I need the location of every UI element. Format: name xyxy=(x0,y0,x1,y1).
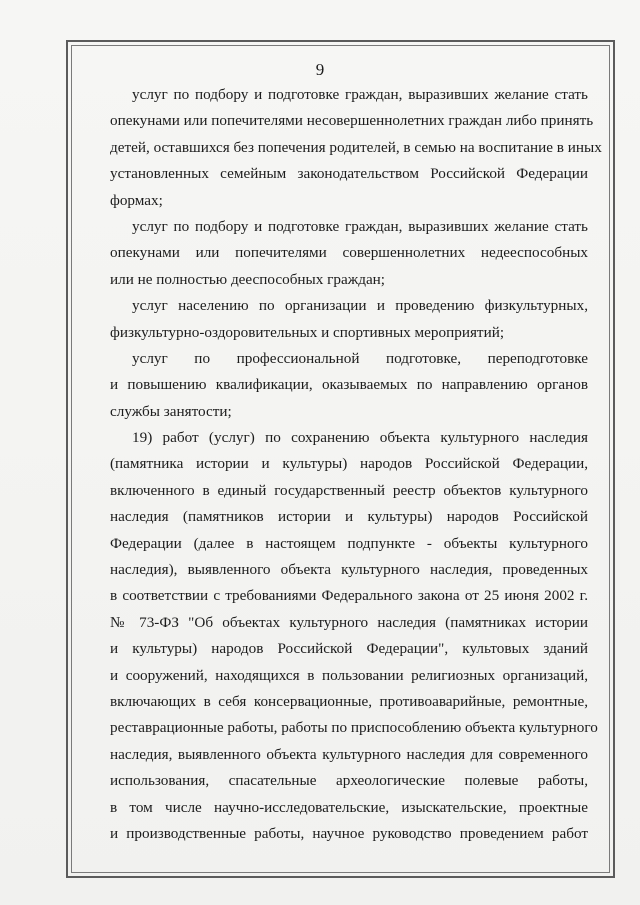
page-number: 9 xyxy=(315,60,325,79)
text-line: и повышению квалификации, оказываемых по направлению органов xyxy=(110,376,588,394)
text-line: или не полностью дееспособных граждан; xyxy=(110,270,386,288)
text-line: формах; xyxy=(110,191,163,209)
text-line: услуг по профессиональной подготовке, переподготовке xyxy=(132,349,588,367)
text-line: и сооружений, находящихся в пользовании религиозных организаций, xyxy=(110,666,588,684)
paragraph xyxy=(110,425,598,847)
text-line: установленных семейным законодательством Российской Федерации xyxy=(110,165,588,183)
paragraph xyxy=(110,293,588,346)
paragraph xyxy=(110,82,602,214)
text-line: и культуры) народов Российской Федерации", культовых зданий xyxy=(110,640,588,658)
text-line: (памятника истории и культуры) народов Российской Федерации, xyxy=(110,455,588,473)
text-line: услуг по подбору и подготовке граждан, выразивших желание стать xyxy=(132,86,588,103)
text-line: реставрационные работы, работы по приспособлению объекта культурного xyxy=(110,719,598,737)
document-body xyxy=(110,82,602,847)
text-line: услуг по подбору и подготовке граждан, выразивших желание стать xyxy=(132,217,588,235)
text-line: опекунами или попечителями совершеннолетних недееспособных xyxy=(110,244,588,262)
text-line: и производственные работы, научное руководство проведением работ xyxy=(110,824,588,842)
text-line: услуг населению по организации и проведению физкультурных, xyxy=(132,297,588,315)
text-line: 19) работ (услуг) по сохранению объекта культурного наследия xyxy=(132,429,588,447)
text-line: физкультурно-оздоровительных и спортивных мероприятий; xyxy=(110,323,505,341)
paragraph xyxy=(110,214,588,293)
text-line: включающих в себя консервационные, противоаварийные, ремонтные, xyxy=(110,692,588,710)
text-line: службы занятости; xyxy=(110,402,232,420)
text-line: использования, спасательные археологические полевые работы, xyxy=(110,772,588,790)
text-line: в соответствии с требованиями Федерального закона от 25 июня 2002 г. xyxy=(110,587,588,605)
text-line: № 73-ФЗ "Об объектах культурного наследия (памятниках истории xyxy=(110,613,588,631)
text-line: наследия), выявленного объекта культурного наследия, проведенных xyxy=(110,561,588,579)
text-line: включенного в единый государственный реестр объектов культурного xyxy=(110,481,588,499)
text-line: Федерации (далее в настоящем подпункте - объекты культурного xyxy=(110,534,588,552)
text-line: наследия, выявленного объекта культурного наследия для современного xyxy=(110,745,588,763)
text-line: наследия (памятников истории и культуры) народов Российской xyxy=(110,508,588,526)
text-line: опекунами или попечителями несовершеннолетних граждан либо принять xyxy=(110,112,594,130)
text-line: в том числе научно-исследовательские, изыскательские, проектные xyxy=(110,798,588,816)
paragraph xyxy=(110,346,588,425)
text-line: детей, оставшихся без попечения родителей, в семью на воспитание в иных xyxy=(110,138,602,156)
